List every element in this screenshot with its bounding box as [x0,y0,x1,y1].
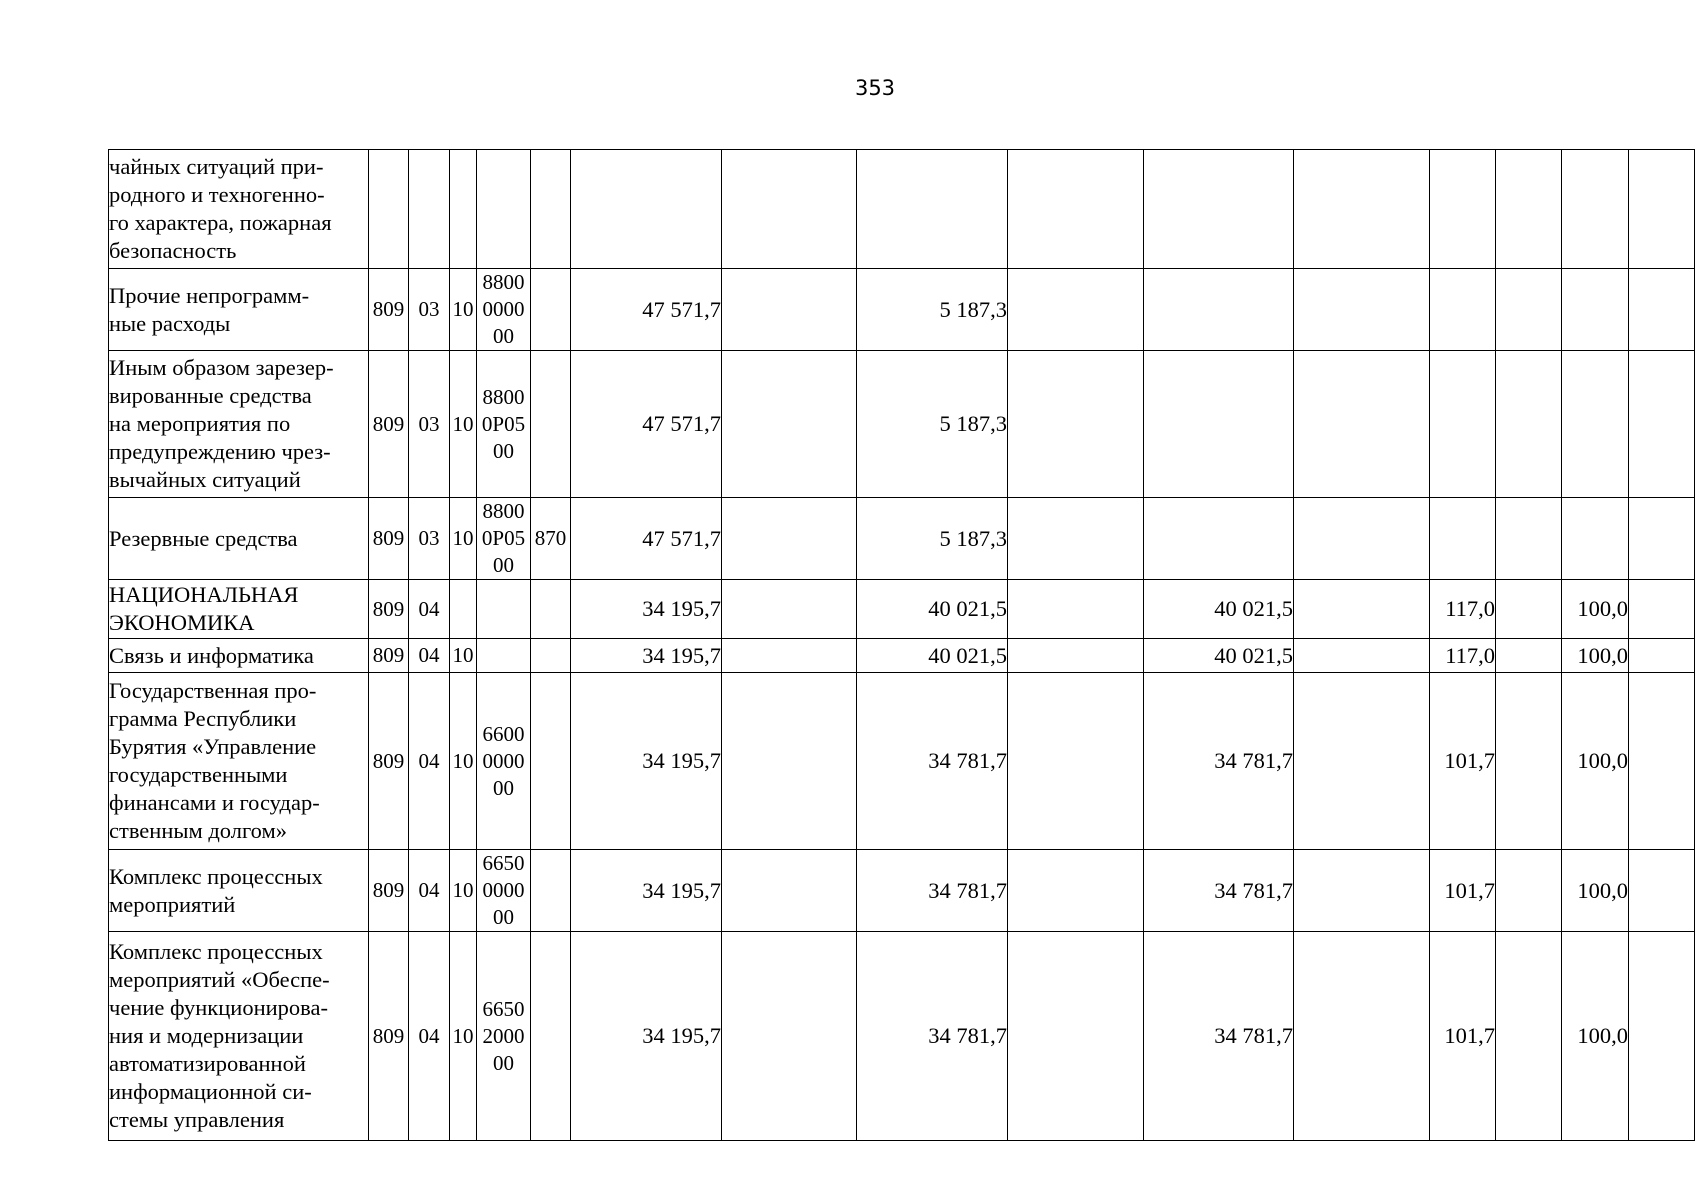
percent-cell-3: 100,0 [1562,580,1629,639]
amount-cell-3: 40 021,5 [857,639,1008,673]
amount-cell-4 [1008,150,1144,269]
csr-code-cell: 6600 0000 00 [477,673,531,850]
percent-cell-1 [1430,351,1496,498]
amount-cell-2 [722,850,857,932]
amount-cell-1: 34 195,7 [571,932,722,1141]
amount-cell-3 [857,150,1008,269]
percent-cell-3: 100,0 [1562,639,1629,673]
rz-code-cell: 04 [409,580,450,639]
gr-code-cell: 809 [369,269,409,351]
amount-cell-6 [1294,850,1430,932]
percent-cell-1: 117,0 [1430,639,1496,673]
row-name-cell: Прочие непрограмм- ные расходы [109,269,369,351]
row-name-cell: чайных ситуаций при- родного и техногенно- го характера, пожарная безопасность [109,150,369,269]
percent-cell-2 [1496,639,1562,673]
gr-code-cell: 809 [369,351,409,498]
gr-code-cell: 809 [369,498,409,580]
rz-code-cell: 04 [409,673,450,850]
percent-cell-3 [1562,269,1629,351]
amount-cell-4 [1008,673,1144,850]
row-name-cell: Связь и информатика [109,639,369,673]
amount-cell-1: 34 195,7 [571,673,722,850]
amount-cell-4 [1008,850,1144,932]
empty-cell [1629,269,1695,351]
csr-code-cell [477,150,531,269]
amount-cell-3: 34 781,7 [857,932,1008,1141]
rz-code-cell: 03 [409,351,450,498]
rz-code-cell: 03 [409,269,450,351]
amount-cell-4 [1008,639,1144,673]
row-name-cell: НАЦИОНАЛЬНАЯ ЭКОНОМИКА [109,580,369,639]
amount-cell-3: 5 187,3 [857,351,1008,498]
amount-cell-2 [722,150,857,269]
percent-cell-2 [1496,150,1562,269]
amount-cell-4 [1008,351,1144,498]
amount-cell-6 [1294,351,1430,498]
empty-cell [1629,932,1695,1141]
amount-cell-3: 5 187,3 [857,269,1008,351]
table-row [109,673,1695,850]
pr-code-cell: 10 [450,932,477,1141]
vr-code-cell: 870 [531,498,571,580]
amount-cell-6 [1294,498,1430,580]
rz-code-cell: 04 [409,850,450,932]
amount-cell-5 [1144,351,1294,498]
table-row [109,580,1695,639]
percent-cell-3: 100,0 [1562,932,1629,1141]
pr-code-cell: 10 [450,673,477,850]
percent-cell-2 [1496,580,1562,639]
row-name-cell: Комплекс процессных мероприятий [109,850,369,932]
row-name-cell: Комплекс процессных мероприятий «Обеспе- чение функционирова- ния и модернизации автоматизированной информационной си- стемы управления [109,932,369,1141]
empty-cell [1629,673,1695,850]
pr-code-cell [450,580,477,639]
amount-cell-2 [722,932,857,1141]
amount-cell-3: 40 021,5 [857,580,1008,639]
amount-cell-2 [722,639,857,673]
csr-code-cell [477,639,531,673]
percent-cell-2 [1496,351,1562,498]
amount-cell-3: 5 187,3 [857,498,1008,580]
vr-code-cell [531,150,571,269]
percent-cell-1 [1430,150,1496,269]
percent-cell-3 [1562,351,1629,498]
percent-cell-1 [1430,498,1496,580]
vr-code-cell [531,269,571,351]
percent-cell-2 [1496,850,1562,932]
pr-code-cell: 10 [450,850,477,932]
rz-code-cell: 04 [409,639,450,673]
empty-cell [1629,639,1695,673]
percent-cell-2 [1496,673,1562,850]
gr-code-cell: 809 [369,850,409,932]
pr-code-cell: 10 [450,269,477,351]
empty-cell [1629,498,1695,580]
amount-cell-6 [1294,269,1430,351]
csr-code-cell [477,580,531,639]
amount-cell-5: 34 781,7 [1144,673,1294,850]
amount-cell-6 [1294,580,1430,639]
csr-code-cell: 8800 0Р05 00 [477,351,531,498]
empty-cell [1629,150,1695,269]
gr-code-cell: 809 [369,639,409,673]
percent-cell-1 [1430,269,1496,351]
amount-cell-1: 47 571,7 [571,269,722,351]
amount-cell-4 [1008,932,1144,1141]
amount-cell-6 [1294,932,1430,1141]
page-number: 353 [854,76,896,100]
budget-table [108,149,1695,1141]
amount-cell-1: 34 195,7 [571,580,722,639]
amount-cell-2 [722,351,857,498]
amount-cell-6 [1294,150,1430,269]
csr-code-cell: 6650 0000 00 [477,850,531,932]
vr-code-cell [531,639,571,673]
rz-code-cell: 03 [409,498,450,580]
percent-cell-3: 100,0 [1562,850,1629,932]
vr-code-cell [531,673,571,850]
amount-cell-5 [1144,269,1294,351]
amount-cell-5: 40 021,5 [1144,639,1294,673]
pr-code-cell: 10 [450,639,477,673]
amount-cell-2 [722,673,857,850]
amount-cell-5 [1144,498,1294,580]
amount-cell-5 [1144,150,1294,269]
amount-cell-5: 34 781,7 [1144,850,1294,932]
percent-cell-1: 101,7 [1430,673,1496,850]
csr-code-cell: 8800 0000 00 [477,269,531,351]
row-name-cell: Государственная про- грамма Республики Бурятия «Управление государственными финансами и государ- ственным долгом» [109,673,369,850]
percent-cell-2 [1496,932,1562,1141]
empty-cell [1629,351,1695,498]
gr-code-cell [369,150,409,269]
amount-cell-4 [1008,580,1144,639]
amount-cell-2 [722,580,857,639]
table-row [109,639,1695,673]
table-row [109,269,1695,351]
percent-cell-2 [1496,498,1562,580]
amount-cell-6 [1294,639,1430,673]
row-name-cell: Резервные средства [109,498,369,580]
pr-code-cell: 10 [450,498,477,580]
empty-cell [1629,850,1695,932]
pr-code-cell [450,150,477,269]
rz-code-cell [409,150,450,269]
row-name-cell: Иным образом зарезер- вированные средства на мероприятия по предупреждению чрез- вычайных ситуаций [109,351,369,498]
amount-cell-5: 40 021,5 [1144,580,1294,639]
amount-cell-1: 47 571,7 [571,498,722,580]
amount-cell-3: 34 781,7 [857,673,1008,850]
percent-cell-1: 101,7 [1430,850,1496,932]
table-row [109,850,1695,932]
amount-cell-4 [1008,498,1144,580]
amount-cell-1: 47 571,7 [571,351,722,498]
percent-cell-1: 101,7 [1430,932,1496,1141]
amount-cell-1: 34 195,7 [571,639,722,673]
vr-code-cell [531,932,571,1141]
table-row [109,498,1695,580]
vr-code-cell [531,850,571,932]
vr-code-cell [531,351,571,498]
table-row [109,351,1695,498]
amount-cell-2 [722,269,857,351]
gr-code-cell: 809 [369,580,409,639]
gr-code-cell: 809 [369,932,409,1141]
csr-code-cell: 8800 0Р05 00 [477,498,531,580]
table-row [109,932,1695,1141]
gr-code-cell: 809 [369,673,409,850]
pr-code-cell: 10 [450,351,477,498]
percent-cell-2 [1496,269,1562,351]
percent-cell-3 [1562,498,1629,580]
percent-cell-1: 117,0 [1430,580,1496,639]
amount-cell-5: 34 781,7 [1144,932,1294,1141]
table-row [109,150,1695,269]
csr-code-cell: 6650 2000 00 [477,932,531,1141]
percent-cell-3: 100,0 [1562,673,1629,850]
amount-cell-4 [1008,269,1144,351]
amount-cell-1 [571,150,722,269]
amount-cell-6 [1294,673,1430,850]
amount-cell-2 [722,498,857,580]
rz-code-cell: 04 [409,932,450,1141]
empty-cell [1629,580,1695,639]
amount-cell-3: 34 781,7 [857,850,1008,932]
amount-cell-1: 34 195,7 [571,850,722,932]
vr-code-cell [531,580,571,639]
percent-cell-3 [1562,150,1629,269]
